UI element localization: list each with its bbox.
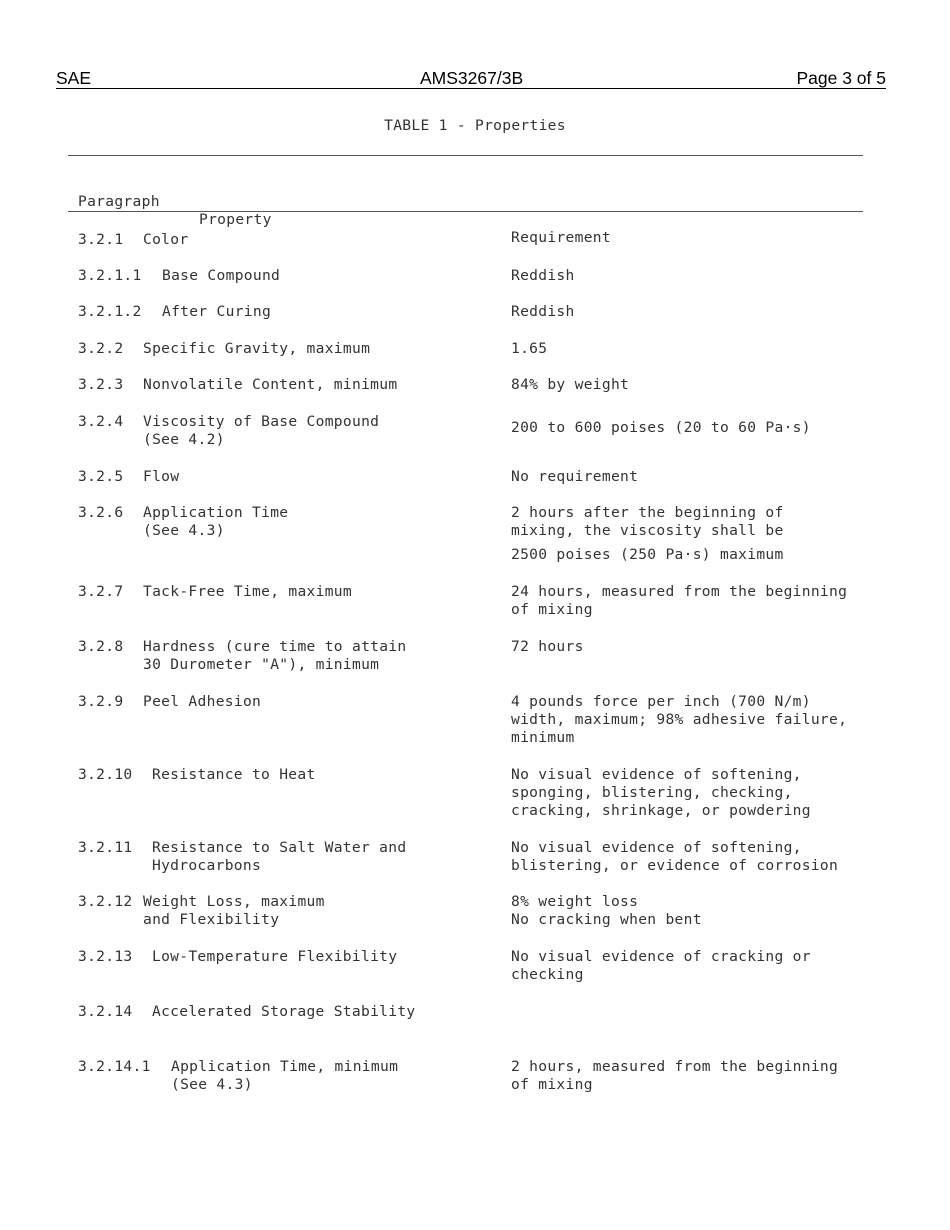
column-header-paragraph: Paragraph (78, 193, 160, 210)
page-header (56, 68, 886, 89)
paragraph-number: 3.2.2 (78, 340, 124, 357)
requirement-text: 4 pounds force per inch (700 N/m) (511, 693, 811, 710)
paragraph-number: 3.2.6 (78, 504, 124, 521)
property-text: and Flexibility (143, 911, 280, 928)
property-text: Application Time, minimum (171, 1058, 399, 1075)
requirement-text: 1.65 (511, 340, 548, 357)
property-text: Hardness (cure time to attain (143, 638, 407, 655)
requirement-text: checking (511, 966, 584, 983)
paragraph-number: 3.2.1.2 (78, 303, 142, 320)
requirement-text: 8% weight loss (511, 893, 639, 910)
paragraph-number: 3.2.7 (78, 583, 124, 600)
paragraph-number: 3.2.10 (78, 766, 133, 783)
requirement-text: width, maximum; 98% adhesive failure, (511, 711, 848, 728)
requirement-text: 2 hours, measured from the beginning (511, 1058, 839, 1075)
column-header-requirement: Requirement (511, 229, 611, 246)
property-text: 30 Durometer "A"), minimum (143, 656, 380, 673)
paragraph-number: 3.2.3 (78, 376, 124, 393)
requirement-text: of mixing (511, 1076, 593, 1093)
table-header-rule (68, 211, 863, 212)
property-text: (See 4.3) (143, 522, 225, 539)
property-text: Base Compound (162, 267, 281, 284)
property-text: Specific Gravity, maximum (143, 340, 371, 357)
requirement-text: 72 hours (511, 638, 584, 655)
property-text: Application Time (143, 504, 289, 521)
paragraph-number: 3.2.1.1 (78, 267, 142, 284)
requirement-text: 84% by weight (511, 376, 630, 393)
property-text: After Curing (162, 303, 272, 320)
property-text: Tack-Free Time, maximum (143, 583, 352, 600)
requirement-text: blistering, or evidence of corrosion (511, 857, 839, 874)
paragraph-number: 3.2.1 (78, 231, 124, 248)
property-text: Hydrocarbons (152, 857, 262, 874)
paragraph-number: 3.2.14.1 (78, 1058, 151, 1075)
property-text: Nonvolatile Content, minimum (143, 376, 398, 393)
property-text: Flow (143, 468, 180, 485)
paragraph-number: 3.2.11 (78, 839, 133, 856)
requirement-text: Reddish (511, 267, 575, 284)
requirement-text: cracking, shrinkage, or powdering (511, 802, 811, 819)
requirement-text: mixing, the viscosity shall be (511, 522, 784, 539)
table-top-rule (68, 155, 863, 156)
requirement-text: minimum (511, 729, 575, 746)
paragraph-number: 3.2.14 (78, 1003, 133, 1020)
paragraph-number: 3.2.4 (78, 413, 124, 430)
paragraph-number: 3.2.8 (78, 638, 124, 655)
property-text: (See 4.2) (143, 431, 225, 448)
requirement-text: No visual evidence of cracking or (511, 948, 811, 965)
property-text: Resistance to Salt Water and (152, 839, 407, 856)
requirement-text: No requirement (511, 468, 639, 485)
requirement-text: 2 hours after the beginning of (511, 504, 784, 521)
requirement-text: No visual evidence of softening, (511, 839, 802, 856)
requirement-text: 2500 poises (250 Pa·s) maximum (511, 546, 784, 563)
paragraph-number: 3.2.9 (78, 693, 124, 710)
header-org: SAE (56, 68, 92, 88)
property-text: Viscosity of Base Compound (143, 413, 380, 430)
requirement-text: Reddish (511, 303, 575, 320)
header-page-number: Page 3 of 5 (796, 68, 886, 88)
requirement-text: of mixing (511, 601, 593, 618)
property-text: Accelerated Storage Stability (152, 1003, 416, 1020)
property-text: Weight Loss, maximum (143, 893, 325, 910)
paragraph-number: 3.2.12 (78, 893, 133, 910)
requirement-text: No visual evidence of softening, (511, 766, 802, 783)
property-text: Resistance to Heat (152, 766, 316, 783)
paragraph-number: 3.2.5 (78, 468, 124, 485)
paragraph-number: 3.2.13 (78, 948, 133, 965)
property-text: Low-Temperature Flexibility (152, 948, 398, 965)
property-text: (See 4.3) (171, 1076, 253, 1093)
property-text: Peel Adhesion (143, 693, 262, 710)
requirement-text: No cracking when bent (511, 911, 702, 928)
property-text: Color (143, 231, 189, 248)
table-title: TABLE 1 - Properties (384, 117, 566, 134)
header-doc-number: AMS3267/3B (420, 68, 524, 88)
requirement-text: sponging, blistering, checking, (511, 784, 793, 801)
requirement-text: 24 hours, measured from the beginning (511, 583, 848, 600)
requirement-text: 200 to 600 poises (20 to 60 Pa·s) (511, 419, 811, 436)
column-header-property: Property (199, 211, 272, 228)
